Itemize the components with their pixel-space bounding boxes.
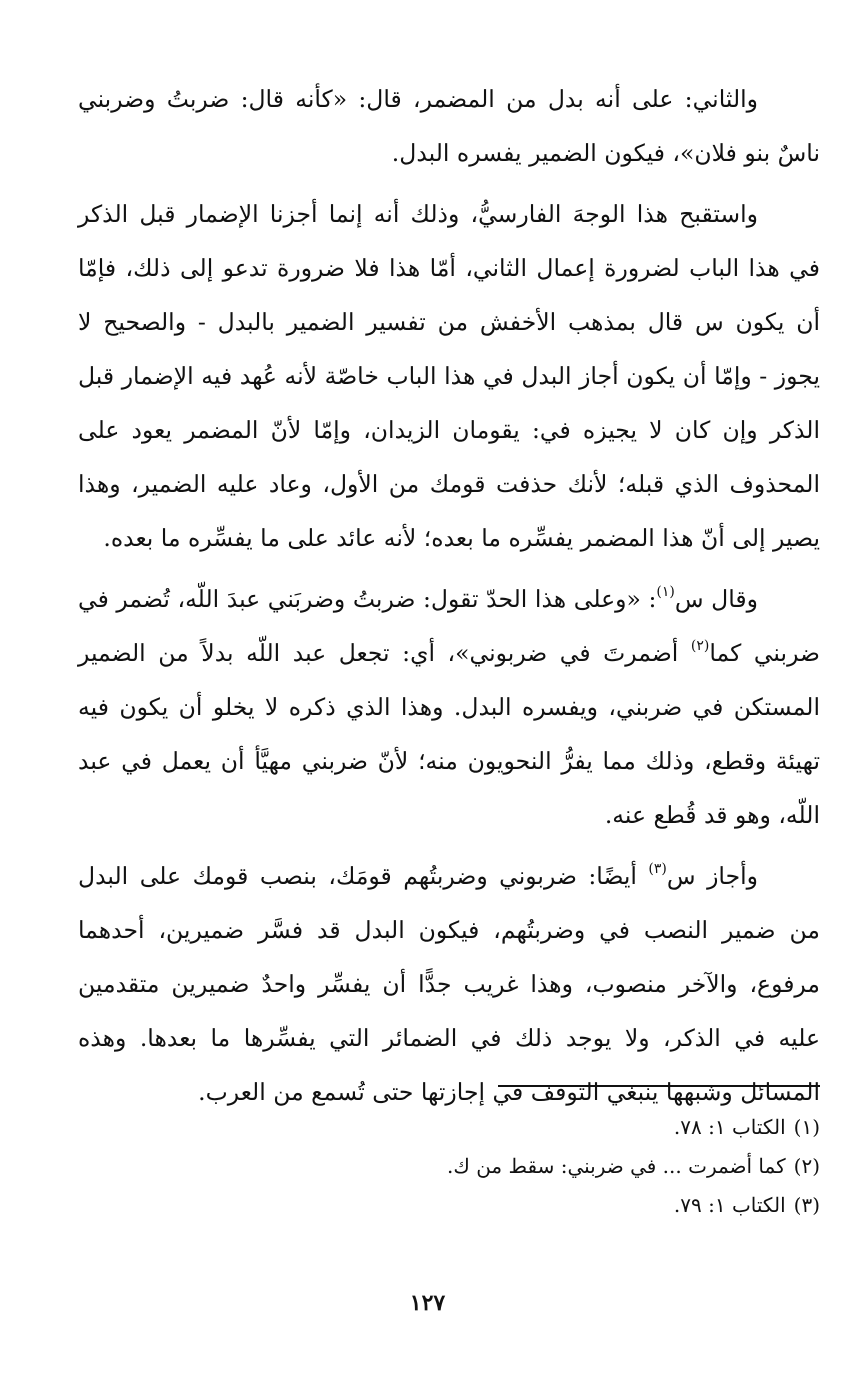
paragraph-4-text-start: وأجاز س (666, 862, 758, 890)
paragraph-4-text-end: أيضًا: ضربوني وضربتُهم قومَك، بنصب قومك على البدل من ضمير النصب في وضربتُهم، فيكون البدل قد فسَّر ضميرين، أحدهما مرفوع، والآخر منصوب، وهذا غريب جدًّا أن يفسِّر واحدٌ ضميرين متقدمين عليه في الذكر، ولا يوجد ذلك في الضمائر التي يفسِّرها ما بعدها. وهذه المسائل وشبهها ينبغي التوقف في إجازتها حتى تُسمع من العرب. (78, 862, 820, 1106)
main-text (78, 72, 820, 1126)
footnote-1 (78, 1108, 820, 1147)
footnote-2 (78, 1147, 820, 1186)
paragraph-3-text-middle: : «وعلى هذا الحدّ تقول: ضربتُ وضربَني عبدَ اللّه، تُضمر في ضربني كما (78, 585, 820, 667)
footnote-1-number: (١) (793, 1115, 820, 1139)
paragraph-1-text: والثاني: على أنه بدل من المضمر، قال: «كأنه قال: ضربتُ وضربني ناسٌ بنو فلان»، فيكون الضمير يفسره البدل. (78, 85, 820, 167)
footnote-1-text: الكتاب ١: ٧٨. (673, 1115, 786, 1139)
paragraph-4 (78, 849, 820, 1119)
footnotes (78, 1108, 820, 1225)
footnote-3-text: الكتاب ١: ٧٩. (673, 1193, 786, 1217)
footnote-2-number: (٢) (793, 1154, 820, 1178)
page-number: ١٢٧ (409, 1290, 446, 1316)
paragraph-2-text: واستقبح هذا الوجهَ الفارسيُّ، وذلك أنه إنما أجزنا الإضمار قبل الذكر في هذا الباب لضرورة إعمال الثاني، أمّا هذا فلا ضرورة تدعو إلى ذلك، فإمّا أن يكون س قال بمذهب الأخفش من تفسير الضمير بالبدل - والصحيح لا يجوز - وإمّا أن يكون أجاز البدل في هذا الباب خاصّة لأنه عُهد فيه الإضمار قبل الذكر وإن كان لا يجيزه في: يقومان الزيدان، وإمّا لأنّ المضمر يعود على المحذوف الذي قبله؛ لأنك حذفت قومك من الأول، وعاد عليه الضمير، وهذا يصير إلى أنّ هذا المضمر يفسِّره ما بعده؛ لأنه عائد على ما يفسِّره ما بعده. (78, 200, 820, 552)
paragraph-1 (78, 72, 820, 180)
footnote-2-text: كما أضمرت ... في ضربني: سقط من ك. (447, 1154, 786, 1178)
footnote-ref-3: (٣) (648, 861, 667, 877)
paragraph-3-text-start: وقال س (674, 585, 758, 613)
footnote-3 (78, 1186, 820, 1225)
footnote-separator (498, 1085, 820, 1087)
paragraph-2 (78, 187, 820, 565)
footnote-ref-1: (١) (656, 584, 675, 600)
paragraph-3-text-end: أضمرتَ في ضربوني»، أي: تجعل عبد اللّه بدلاً من الضمير المستكن في ضربني، ويفسره البدل. وهذا الذي ذكره لا يخلو أن يكون فيه تهيئة وقطع، وذلك مما يفرُّ النحويون منه؛ لأنّ ضربني مهيَّأ أن يعمل في عبد اللّه، وهو قد قُطع عنه. (78, 639, 820, 829)
paragraph-3 (78, 572, 820, 842)
footnote-ref-2: (٢) (690, 638, 710, 654)
footnote-3-number: (٣) (793, 1193, 820, 1217)
